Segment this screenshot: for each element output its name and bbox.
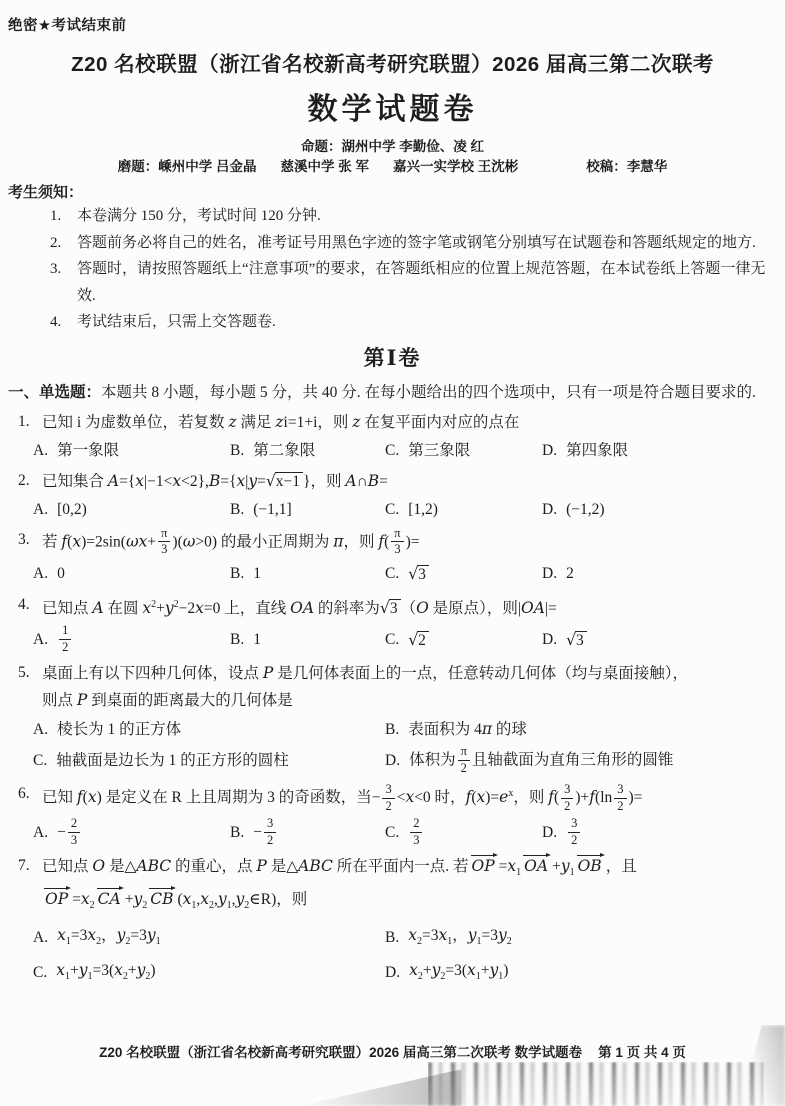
question-options — [33, 623, 777, 657]
credit-segment-cixi: 慈溪中学 张 军 — [280, 159, 369, 174]
question-3-option-A — [33, 560, 230, 589]
option-label: D. — [385, 752, 401, 770]
question-options — [33, 715, 777, 778]
option-label: A. — [33, 720, 49, 738]
footer-text: Z20 名校联盟（浙江省名校新高考研究联盟）2026 届高三第二次联考 数学试题卷 — [99, 1045, 583, 1060]
question-2-option-A — [33, 496, 230, 524]
notice-label: 考生须知： — [8, 184, 84, 201]
option-text: [0,2) — [57, 500, 87, 518]
option-text: 1 — [253, 565, 261, 583]
option-label: A. — [33, 441, 49, 459]
option-label: C. — [385, 631, 400, 649]
option-label: B. — [230, 565, 245, 583]
option-text: 0 — [57, 565, 65, 583]
note-text: 答题前务必将自己的姓名，准考证号用黑色字迹的签字笔或钢笔分别填写在试题卷和答题纸规定的地方. — [77, 234, 756, 251]
question-7-option-A — [33, 921, 385, 956]
question-7 — [18, 853, 777, 990]
option-label: C. — [385, 441, 400, 459]
option-label: B. — [385, 720, 400, 738]
question-options — [33, 437, 777, 465]
smear-corner — [733, 1025, 785, 1106]
option-text: $x_1=3x_2$，$y_2=3y_1$ — [57, 925, 161, 947]
question-6-option-C — [385, 816, 542, 850]
question-7-option-D — [385, 956, 777, 991]
note-number: 4. — [50, 314, 62, 330]
question-3-option-D — [542, 560, 777, 589]
question-3-option-B — [230, 560, 385, 589]
credit-line-2 — [8, 158, 777, 175]
option-label: A. — [33, 824, 49, 842]
note-number: 1. — [50, 208, 62, 224]
option-text: √2 — [408, 627, 429, 654]
question-4 — [18, 592, 777, 657]
option-label: D. — [542, 631, 558, 649]
questions — [8, 409, 777, 991]
option-label: C. — [33, 752, 48, 770]
note-text: 考试结束后，只需上交答题卷. — [77, 314, 276, 330]
note-item-4 — [50, 309, 777, 336]
option-text: 第二象限 — [253, 441, 316, 459]
part-label: 一、单选题： — [8, 383, 102, 401]
option-label: A. — [33, 631, 49, 649]
option-label: B. — [230, 441, 245, 459]
option-text: $\frac{1}{2}$ — [57, 624, 73, 656]
question-stem: 已知点 A 在圆 $x^2+y^2-2x=0$ 上，直线 OA 的斜率为√3 （O 是原点），则|OA|= — [42, 598, 557, 617]
question-options — [33, 921, 777, 991]
note-number: 2. — [50, 234, 62, 251]
option-text: 表面积为 4π 的球 — [408, 720, 527, 739]
option-label: D. — [542, 565, 558, 583]
option-text: √3 — [408, 561, 429, 588]
part-intro — [8, 380, 777, 406]
option-label: C. — [33, 964, 48, 982]
page-footer — [0, 1044, 785, 1062]
question-number: 7. — [18, 857, 30, 875]
question-4-option-D — [542, 623, 777, 657]
note-item-1 — [50, 203, 777, 230]
smear-streaks — [428, 1062, 764, 1106]
question-4-option-A — [33, 623, 230, 657]
question-3-option-C — [385, 560, 542, 589]
question-5-option-A — [33, 715, 385, 744]
league-title: Z20 名校联盟（浙江省名校新高考研究联盟）2026 届高三第二次联考 — [71, 53, 714, 76]
credit-segment-proofreader: 校稿：李慧华 — [586, 159, 668, 174]
option-text: 1 — [253, 631, 261, 649]
question-options — [33, 560, 777, 589]
credit-segment-jiaxing: 嘉兴一实学校 王沈彬 — [393, 159, 519, 174]
question-options — [33, 816, 777, 850]
question-options — [33, 496, 777, 524]
part-desc: 本题共 8 小题，每小题 5 分，共 40 分. 在每小题给出的四个选项中，只有一项是符合题目要求的. — [101, 383, 756, 401]
question-stem: 已知 f(x) 是定义在 R 上且周期为 3 的奇函数，当− $\frac{3}{2}$ <x<0 时，$f(x)=e^x$，则 f( $\frac{3}{2}$ )+f(ln $\frac{3}{2}$ )= — [42, 781, 643, 813]
option-label: D. — [542, 441, 558, 459]
question-number: 6. — [18, 785, 30, 803]
question-number: 5. — [18, 664, 30, 682]
question-2-option-C — [385, 496, 542, 524]
question-4-option-C — [385, 623, 542, 657]
question-1-option-D — [542, 437, 777, 465]
question-5-option-C — [33, 744, 385, 778]
note-item-3 — [50, 256, 777, 309]
secret-label: 绝密★考试结束前 — [8, 18, 127, 34]
option-text: $\frac{3}{2}$ — [566, 817, 582, 849]
notice-list — [8, 203, 777, 336]
section-title: 第Ⅰ卷 — [363, 345, 422, 370]
option-label: B. — [230, 824, 245, 842]
option-text: − $\frac{2}{3}$ — [57, 817, 82, 849]
question-5-option-D — [385, 744, 777, 778]
option-text: 棱长为 1 的正方体 — [57, 720, 182, 738]
credit-line-1: 命题：湖州中学 李勤俭、凌 红 — [300, 139, 484, 154]
option-text: 轴截面是边长为 1 的正方形的圆柱 — [56, 752, 289, 770]
option-text: 2 — [566, 565, 574, 583]
option-label: B. — [230, 631, 245, 649]
question-5-option-B — [385, 715, 777, 744]
question-3 — [18, 527, 777, 589]
question-stem: 已知集合 A={x|−1<x<2},B={x|y=√x−1 }，则 A∩B= — [42, 471, 388, 490]
option-label: A. — [33, 929, 49, 947]
note-text: 答题时，请按照答题纸上“注意事项”的要求，在答题纸相应的位置上规范答题，在本试卷纸上答题一律无效. — [77, 261, 766, 304]
option-text: $x_2+y_2=3(x_1+y_1)$ — [409, 960, 509, 982]
option-label: D. — [385, 964, 401, 982]
option-label: C. — [385, 824, 400, 842]
note-number: 3. — [50, 261, 62, 277]
option-label: A. — [33, 500, 49, 518]
question-2-option-B — [230, 496, 385, 524]
option-label: D. — [542, 824, 558, 842]
option-label: D. — [542, 500, 558, 518]
question-stem: 已知 i 为虚数单位，若复数 z 满足 zi=1+i，则 z 在复平面内对应的点在 — [42, 412, 520, 431]
question-stem: 桌面上有以下四种几何体，设点 P 是几何体表面上的一点，任意转动几何体（均与桌面接触）， 则点 P 到桌面的距离最大的几何体是 — [42, 664, 688, 710]
question-6-option-D — [542, 816, 777, 850]
note-item-2 — [50, 230, 777, 257]
option-text: [1,2) — [408, 500, 438, 518]
option-label: B. — [230, 500, 245, 518]
question-7-option-C — [33, 956, 385, 991]
question-2 — [18, 468, 777, 524]
scan-smear-artifact — [0, 1025, 785, 1106]
paper-title: 数学试题卷 — [307, 93, 478, 126]
option-text: − $\frac{3}{2}$ — [253, 817, 278, 849]
option-text: 体积为 $\frac{\pi}{2}$ 且轴截面为直角三角形的圆锥 — [409, 744, 674, 775]
question-6-option-B — [230, 816, 385, 850]
question-number: 2. — [18, 471, 30, 489]
option-text: 第四象限 — [566, 441, 629, 459]
smear-wedge — [300, 1069, 462, 1106]
question-1 — [18, 409, 777, 465]
question-number: 1. — [18, 412, 30, 430]
option-text: 第三象限 — [408, 441, 471, 459]
option-text: $\frac{2}{3}$ — [408, 817, 424, 849]
question-6-option-A — [33, 816, 230, 850]
question-number: 3. — [18, 530, 30, 548]
question-1-option-C — [385, 437, 542, 465]
question-number: 4. — [18, 595, 30, 613]
question-4-option-B — [230, 623, 385, 657]
option-text: 第一象限 — [57, 441, 120, 459]
option-text: $x_1+y_1=3(x_2+y_2)$ — [56, 960, 156, 982]
option-label: B. — [385, 929, 400, 947]
question-1-option-B — [230, 437, 385, 465]
option-text: $x_2=3x_1$，$y_1=3y_2$ — [408, 925, 512, 947]
footer-page-number: 第 1 页 共 4 页 — [598, 1045, 686, 1060]
question-2-option-D — [542, 496, 777, 524]
question-5 — [18, 660, 777, 778]
note-text: 本卷满分 150 分，考试时间 120 分钟. — [77, 208, 321, 224]
option-label: C. — [385, 500, 400, 518]
question-stem: 已知点 O 是△ABC 的重心，点 P 是△ABC 所在平面内一点. 若 OP $=x_1$ OA $+y_1$ OB ，且 OP $=x_2$ CA $+y_2$ CB $(x_1,x_2,y_1,y_2\in R)$，则 — [42, 857, 637, 912]
credit-segment-moti: 磨题：嵊州中学 吕金晶 — [117, 159, 257, 174]
question-7-option-B — [385, 921, 777, 956]
option-text: √3 — [566, 627, 587, 654]
option-label: C. — [385, 565, 400, 583]
option-text: (−1,2) — [566, 500, 605, 518]
option-label: A. — [33, 565, 49, 583]
question-6 — [18, 781, 777, 850]
option-text: (−1,1] — [253, 500, 292, 518]
question-1-option-A — [33, 437, 230, 465]
question-stem: 若 f(x)=2sin(ωx+ $\frac{\pi}{3}$ )(ω>0) 的最小正周期为 π，则 f( $\frac{\pi}{3}$ )= — [42, 525, 420, 557]
